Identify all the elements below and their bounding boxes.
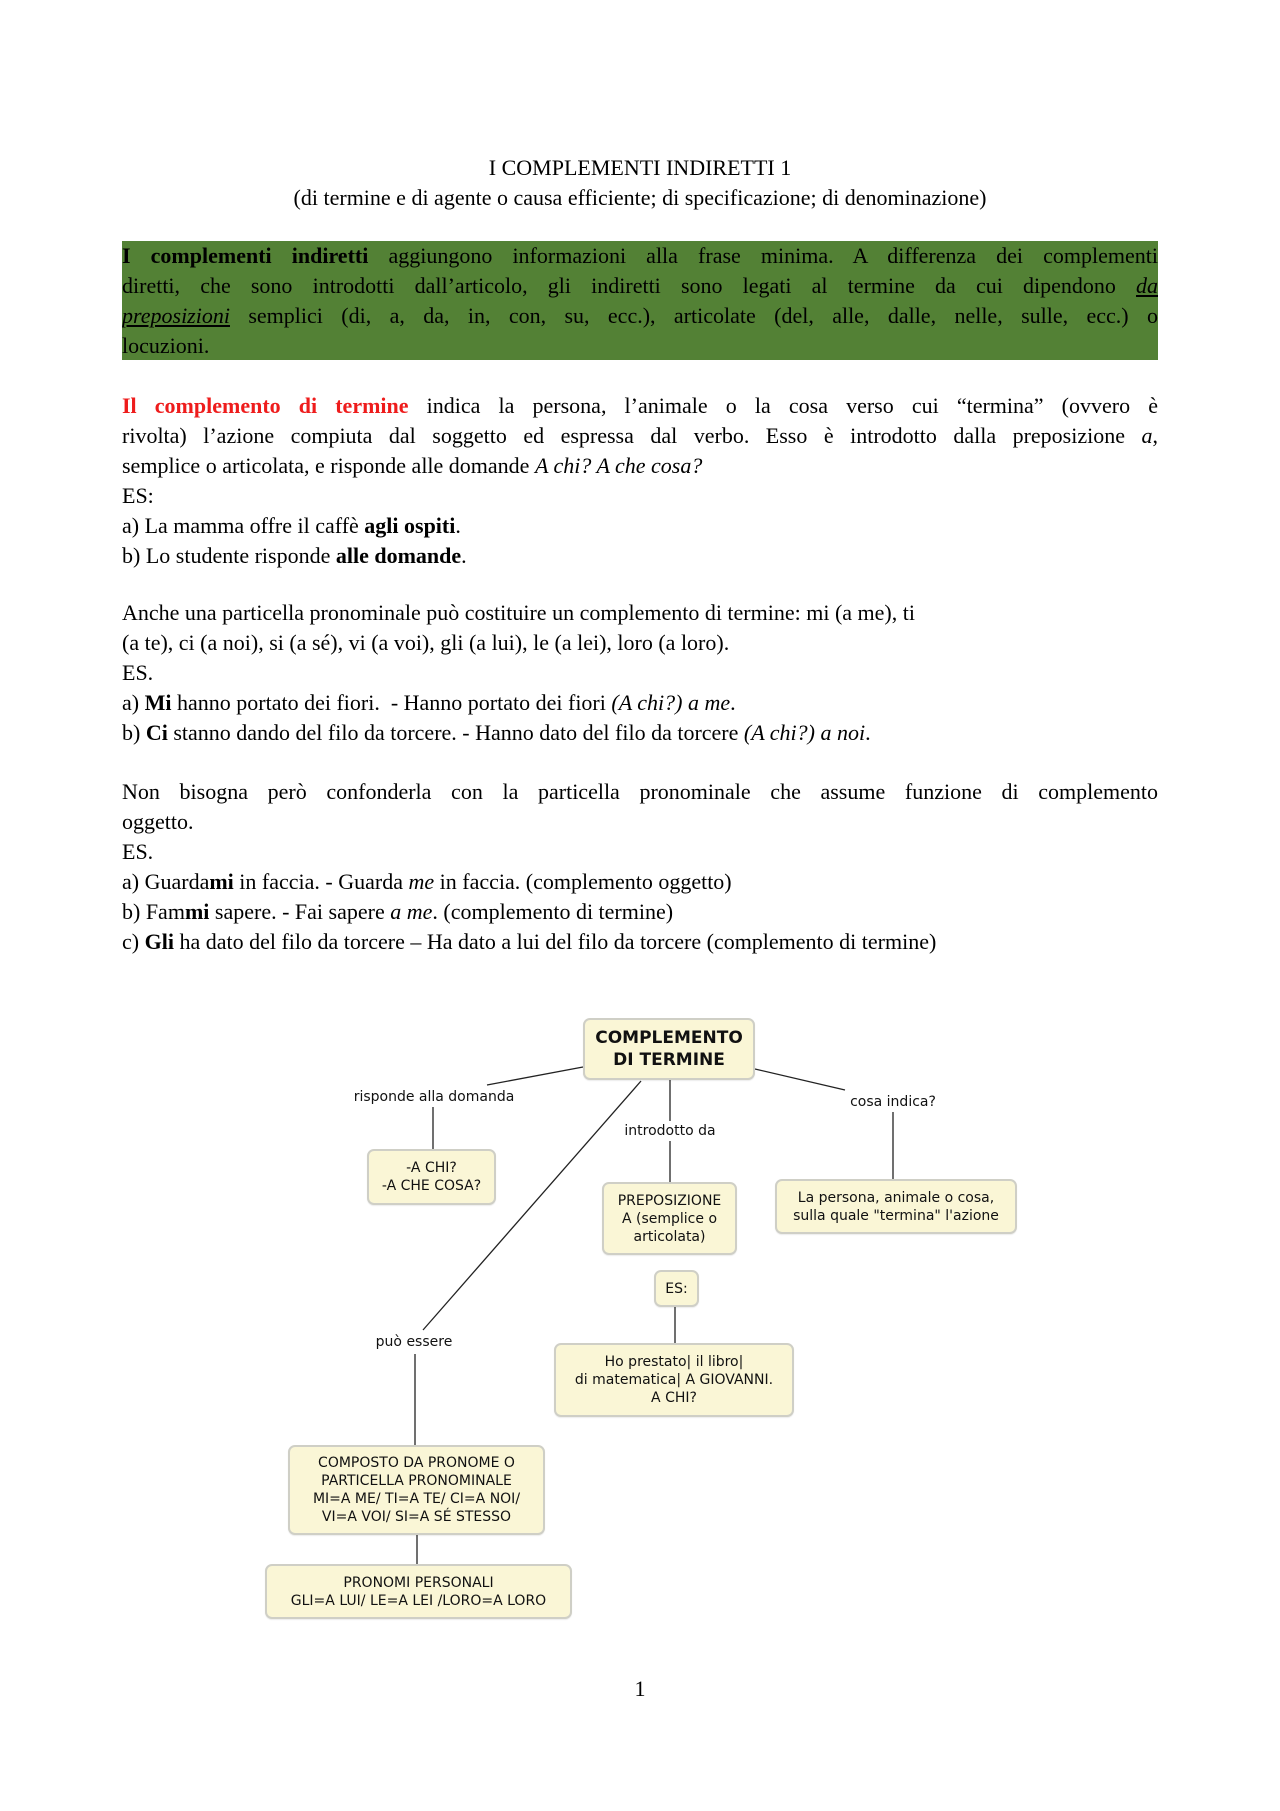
confusione-example-b: b) Fammi sapere. - Fai sapere a me. (complemento di termine) <box>122 899 674 924</box>
termine-example-a: a) La mamma offre il caffè agli ospiti. <box>122 513 461 538</box>
intro-bold-lead: I complementi indiretti <box>122 243 369 268</box>
link-label-introdotto: introdotto da <box>624 1123 716 1139</box>
link-label-cosa-indica: cosa indica? <box>850 1094 936 1110</box>
termine-example-b: b) Lo studente risponde alle domande. <box>122 543 467 568</box>
node-es: ES: <box>654 1270 699 1307</box>
termine-red-lead: Il complemento di termine <box>122 393 409 418</box>
node-root: COMPLEMENTO DI TERMINE <box>583 1018 755 1080</box>
intro-line-4: locuzioni. <box>122 333 210 358</box>
node-domande: -A CHI? -A CHE COSA? <box>367 1149 496 1205</box>
intro-line-2: diretti, che sono introdotti dall’articolo, gli indiretti sono legati al termine da cui dipendono da <box>122 273 1158 298</box>
termine-line-2: rivolta) l’azione compiuta dal soggetto ed espressa dal verbo. Esso è introdotto dalla preposizione a, <box>122 423 1158 448</box>
underlined-da: da <box>1136 273 1158 298</box>
link-label-risponde: risponde alla domanda <box>353 1089 515 1105</box>
confusione-example-c: c) Gli ha dato del filo da torcere – Ha dato a lui del filo da torcere (complemento di termine) <box>122 929 937 954</box>
particella-example-b: b) Ci stanno dando del filo da torcere. - Hanno dato del filo da torcere (A chi?) a noi. <box>122 720 871 745</box>
node-preposizione: PREPOSIZIONE A (semplice o articolata) <box>602 1182 737 1255</box>
page-number: 1 <box>634 1676 646 1701</box>
intro-line-3: preposizioni semplici (di, a, da, in, con, su, ecc.), articolate (del, alle, dalle, nelle, sulle, ecc.) o <box>122 303 1158 328</box>
particella-es-label: ES. <box>122 660 154 685</box>
confusione-es-label: ES. <box>122 839 154 864</box>
link-label-puo-essere: può essere <box>375 1334 453 1350</box>
page-title: I COMPLEMENTI INDIRETTI 1 <box>488 155 792 180</box>
termine-line-1: Il complemento di termine indica la persona, l’animale o la cosa verso cui “termina” (ovvero è <box>122 393 1158 418</box>
page-subtitle: (di termine e di agente o causa efficiente; di specificazione; di denominazione) <box>293 185 987 210</box>
intro-line-1: I complementi indiretti aggiungono informazioni alla frase minima. A differenza dei complementi <box>122 243 1158 268</box>
underlined-preposizioni: preposizioni <box>122 303 230 328</box>
node-composto: COMPOSTO DA PRONOME O PARTICELLA PRONOMINALE MI=A ME/ TI=A TE/ CI=A NOI/ VI=A VOI/ SI=A SÉ STESSO <box>288 1445 545 1535</box>
confusione-example-a: a) Guardami in faccia. - Guarda me in faccia. (complemento oggetto) <box>122 869 732 894</box>
node-esempio: Ho prestato| il libro| di matematica| A GIOVANNI. A CHI? <box>554 1343 794 1417</box>
confusione-line-1: Non bisogna però confonderla con la particella pronominale che assume funzione di complemento <box>122 779 1158 804</box>
particella-line-1: Anche una particella pronominale può costituire un complemento di termine: mi (a me), ti <box>122 600 915 625</box>
node-indica: La persona, animale o cosa, sulla quale "termina" l'azione <box>775 1179 1017 1234</box>
termine-es-label: ES: <box>122 483 154 508</box>
node-pronomi: PRONOMI PERSONALI GLI=A LUI/ LE=A LEI /LORO=A LORO <box>265 1564 572 1619</box>
confusione-line-2: oggetto. <box>122 809 194 834</box>
termine-line-3: semplice o articolata, e risponde alle domande A chi? A che cosa? <box>122 453 703 478</box>
particella-line-2: (a te), ci (a noi), si (a sé), vi (a voi), gli (a lui), le (a lei), loro (a loro). <box>122 630 730 655</box>
particella-example-a: a) Mi hanno portato dei fiori. - Hanno portato dei fiori (A chi?) a me. <box>122 690 736 715</box>
